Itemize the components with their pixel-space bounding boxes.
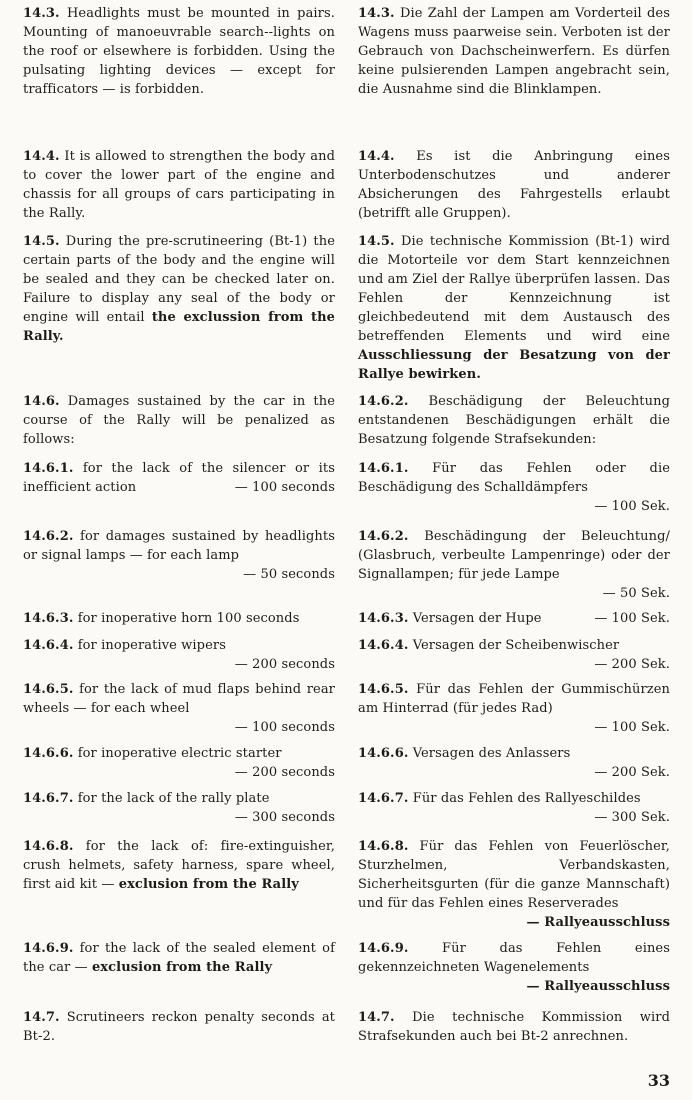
de-paragraph-14-4 [358, 147, 670, 223]
de-item-14-6-7 [358, 789, 670, 827]
de-item-14-6-3 [358, 609, 670, 628]
de-item-14-6-8 [358, 837, 670, 932]
penalty-value: — 100 seconds [234, 480, 335, 495]
item-text: Versagen der Scheibenwischer [412, 638, 620, 653]
section-number: 14.3. [358, 6, 395, 21]
section-number: 14.6. [23, 394, 60, 409]
section-number: 14.3. [23, 6, 60, 21]
section-number: 14.7. [358, 1010, 395, 1025]
item-text: for inoperative horn 100 seconds [77, 611, 300, 626]
paragraph-text: Es ist die Anbringung eines Unterbodenschutzes und anderer Absicherungen des Fahrgestells erlaubt (betrifft alle Gruppen). [358, 149, 670, 221]
penalty-value: — 200 Sek. [594, 657, 670, 672]
paragraph-text: Headlights must be mounted in pairs. Mounting of manoeuvrable search--lights on the roof or elsewhere is forbidden. Using the pulsating lighting devices — except for trafficators — is forbidden. [23, 6, 336, 97]
item-text: Beschädingung der Beleuchtung/ (Glasbruch, verbeulte Lampenringe) oder der Signallampen; für jede Lampe [358, 529, 670, 582]
penalty-value: — 100 seconds [234, 720, 335, 735]
section-number: 14.4. [23, 149, 60, 164]
section-number: 14.6.8. [358, 839, 409, 854]
emphasis-text: — Rallyeausschluss [526, 979, 670, 994]
item-text: for the lack of: fire-extinguisher, crush helmets, safety harness, spare wheel, first aid kit — [23, 839, 335, 892]
item-text: for inoperative wipers [77, 638, 226, 653]
section-number: 14.6.5. [23, 682, 74, 697]
section-number: 14.6.6. [23, 746, 74, 761]
en-paragraph-14-7 [23, 1008, 335, 1046]
de-paragraph-14-5 [358, 232, 670, 384]
section-number: 14.6.4. [23, 638, 74, 653]
paragraph-text: Die technische Kommission (Bt-1) wird die Motorteile vor dem Start kennzeichnen und am Ziel der Rallye überprüfen lassen. Das Fehlen der Kennzeichnung ist gleichbedeutend mit dem Austausch des betreffenden Elements und wird eine [358, 234, 671, 344]
penalty-value: — 50 Sek. [602, 586, 670, 601]
penalty-value: — 200 seconds [234, 765, 335, 780]
emphasis-text: Ausschliessung der Besatzung von der Rallye bewirken. [358, 348, 670, 382]
item-text: for the lack of the rally plate [77, 791, 270, 806]
en-item-14-6-3 [23, 609, 335, 628]
section-number: 14.6.1. [358, 461, 409, 476]
paragraph-text: During the pre-scrutineering (Bt-1) the certain parts of the body and the engine will be sealed and they can be checked later on. Failure to display any seal of the body or engine will entail [23, 234, 336, 325]
section-number: 14.6.4. [358, 638, 409, 653]
page-number: 33 [647, 1071, 670, 1090]
item-text: for the lack of mud flaps behind rear wheels — for each wheel [23, 682, 335, 716]
section-number: 14.6.3. [358, 611, 409, 626]
section-number: 14.6.2. [358, 394, 409, 409]
penalty-value: — 200 Sek. [594, 765, 670, 780]
paragraph-text: Beschädigung der Beleuchtung entstandenen Beschädigungen erhält die Besatzung folgende Strafsekunden: [358, 394, 670, 447]
section-number: 14.4. [358, 149, 395, 164]
penalty-value: — 200 seconds [234, 657, 335, 672]
item-text: Versagen des Anlassers [412, 746, 571, 761]
section-number: 14.6.7. [23, 791, 74, 806]
en-item-14-6-4 [23, 636, 335, 674]
item-text: for damages sustained by headlights or signal lamps — for each lamp [23, 529, 335, 563]
section-number: 14.6.1. [23, 461, 74, 476]
section-number: 14.6.8. [23, 839, 74, 854]
paragraph-text: Die technische Kommission wird Strafsekunden auch bei Bt-2 anrechnen. [358, 1010, 670, 1044]
de-item-14-6-9 [358, 939, 670, 996]
emphasis-text: exclusion from the Rally [91, 960, 273, 975]
item-text: Für das Fehlen oder die Beschädigung des Schalldämpfers [358, 461, 671, 495]
section-number: 14.6.6. [358, 746, 409, 761]
section-number: 14.6.5. [358, 682, 409, 697]
paragraph-text: It is allowed to strengthen the body and to cover the lower part of the engine and chassis for all groups of cars participating in the Rally. [23, 149, 335, 221]
en-item-14-6-9 [23, 939, 335, 977]
en-item-14-6-7 [23, 789, 335, 827]
penalty-value: — 300 Sek. [594, 810, 670, 825]
en-item-14-6-8 [23, 837, 335, 894]
en-paragraph-14-4 [23, 147, 335, 223]
de-item-14-6-5 [358, 680, 670, 737]
section-number: 14.7. [23, 1010, 60, 1025]
item-text: Für das Fehlen von Feuerlöscher, Sturzhelmen, Verbandskasten, Sicherheitsgurten (für die ganze Mannschaft) und für das Fehlen eines Reserverades [358, 839, 670, 911]
en-item-14-6-2 [23, 527, 335, 584]
paragraph-text: Die Zahl der Lampen am Vorderteil des Wagens muss paarweise sein. Verboten ist der Gebrauch von Dachscheinwerfern. Es dürfen keine pulsierenden Lampen angebracht sein, die Ausnahme sind die Blinklampen. [358, 6, 671, 97]
en-item-14-6-6 [23, 744, 335, 782]
penalty-value: — 100 Sek. [594, 499, 670, 514]
section-number: 14.6.9. [23, 941, 74, 956]
section-number: 14.6.9. [358, 941, 409, 956]
paragraph-text: Damages sustained by the car in the course of the Rally will be penalized as follows: [23, 394, 335, 447]
en-paragraph-14-5 [23, 232, 335, 346]
section-number: 14.6.2. [358, 529, 409, 544]
de-item-14-6-4 [358, 636, 670, 674]
item-text: Für das Fehlen eines gekennzeichneten Wagenelements [358, 941, 671, 975]
item-text: for inoperative electric starter [77, 746, 282, 761]
penalty-value: — 100 Sek. [594, 611, 670, 626]
en-paragraph-14-3 [23, 4, 335, 99]
en-item-14-6-5 [23, 680, 335, 737]
penalty-value: — 50 seconds [243, 567, 335, 582]
penalty-value: — 100 Sek. [594, 720, 670, 735]
en-item-14-6-1 [23, 459, 335, 497]
section-number: 14.5. [23, 234, 60, 249]
de-paragraph-14-3 [358, 4, 670, 99]
de-item-14-6-1 [358, 459, 670, 516]
emphasis-text: — Rallyeausschluss [526, 915, 670, 930]
section-number: 14.6.2. [23, 529, 74, 544]
de-item-14-6-2 [358, 527, 670, 603]
item-text: Für das Fehlen der Gummischürzen am Hinterrad (für jedes Rad) [358, 682, 671, 716]
item-text: for the lack of the silencer or its inefficient action [23, 461, 335, 495]
item-text: Für das Fehlen des Rallyeschildes [412, 791, 641, 806]
section-number: 14.6.7. [358, 791, 409, 806]
paragraph-text: Scrutineers reckon penalty seconds at Bt-2. [23, 1010, 335, 1044]
emphasis-text: exclusion from the Rally [118, 877, 299, 892]
item-text: for the lack of the sealed element of the car — [23, 941, 335, 975]
de-item-14-6-6 [358, 744, 670, 782]
de-paragraph-14-6 [358, 392, 670, 449]
penalty-value: — 300 seconds [234, 810, 335, 825]
section-number: 14.6.3. [23, 611, 74, 626]
section-number: 14.5. [358, 234, 395, 249]
en-paragraph-14-6 [23, 392, 335, 449]
item-text: Versagen der Hupe [412, 611, 542, 626]
emphasis-text: the exclussion from the Rally. [23, 310, 335, 344]
de-paragraph-14-7 [358, 1008, 670, 1046]
